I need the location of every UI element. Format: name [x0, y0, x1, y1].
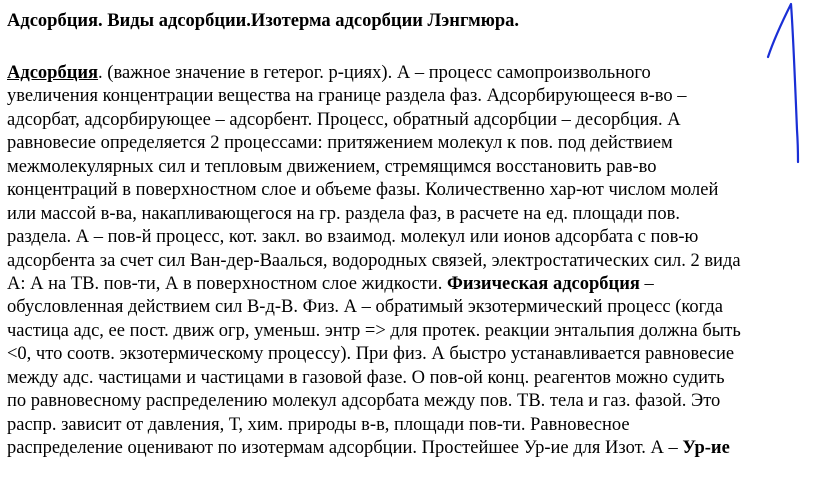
text-run: распределение оценивают по изотермам адсорбции. Простейшее Ур-ие для Изот. А –	[7, 438, 683, 458]
text-line	[7, 203, 833, 226]
text-run: <0, что соотв. экзотермическому процессу). При физ. А быстро устанавливается равновесие	[7, 344, 735, 365]
text-line	[7, 179, 833, 202]
text-run: или массой в-ва, накапливающегося на гр. раздела фаз, в расчете на ед. площади пов.	[7, 203, 680, 224]
text-run: равновесие определяется 2 процессами: притяжением молекул к пов. под действием	[7, 133, 673, 154]
text-line	[7, 250, 833, 273]
text-run: распр. зависит от давления, Т, хим. природы в-в, площади пов-ти. Равновесное	[7, 414, 630, 435]
text-run: –	[639, 273, 654, 294]
text-run: обусловленная действием сил В-д-В. Физ. А – обратимый экзотермический процесс (когда	[7, 297, 723, 318]
text-line	[7, 320, 833, 343]
text-line	[7, 226, 833, 249]
text-run: адсорбат, адсорбирующее – адсорбент. Процесс, обратный адсорбции – десорбция. А	[7, 109, 681, 130]
text-line	[7, 85, 833, 108]
text-run: . (важное значение в гетерог. р-циях). А – процесс самопроизвольного	[98, 63, 651, 83]
text-line	[7, 414, 833, 437]
text-run: раздела. А – пов-й процесс, кот. закл. во взаимод. молекул или ионов адсорбата с пов-ю	[7, 227, 699, 248]
text-line	[7, 109, 833, 132]
text-run: по равновесному распределению молекул адсорбата между пов. ТВ. тела и газ. фазой. Это	[7, 391, 721, 412]
bold-term: Адсорбция	[7, 63, 99, 83]
document-page	[7, 0, 833, 499]
text-run: увеличения концентрации вещества на границе раздела фаз. Адсорбирующееся в-во –	[7, 86, 687, 107]
text-run: концентраций в поверхностном слое и объеме фазы. Количественно хар-ют числом молей	[7, 180, 719, 201]
document-title: Адсорбция. Виды адсорбции.Изотерма адсорбции Лэнгмюра.	[7, 11, 520, 31]
text-line	[7, 132, 833, 155]
text-line	[7, 273, 833, 296]
text-line	[7, 367, 833, 390]
text-line	[7, 156, 833, 179]
text-run: А: А на ТВ. пов-ти, А в поверхностном слое жидкости.	[7, 273, 447, 294]
text-run: адсорбента за счет сил Ван-дер-Ваалься, водородных связей, электростатических сил. 2 вида	[7, 250, 741, 271]
text-line	[7, 437, 833, 460]
bold-term: Физическая адсорбция	[446, 273, 640, 294]
text-run: межмолекулярных сил и тепловым движением, стремящимся восстановить рав-во	[7, 156, 657, 177]
text-run: между адс. частицами и частицами в газовой фазе. О пов-ой конц. реагентов можно судить	[7, 367, 725, 388]
bold-term: Ур-ие	[682, 438, 730, 458]
document-body	[7, 62, 833, 460]
text-line	[7, 343, 833, 366]
text-line	[7, 390, 833, 413]
text-run: частица адс, ее пост. движ огр, уменьш. энтр => для протек. реакции энтальпия должна быть	[7, 320, 741, 341]
text-line	[7, 296, 833, 319]
text-line	[7, 62, 833, 85]
